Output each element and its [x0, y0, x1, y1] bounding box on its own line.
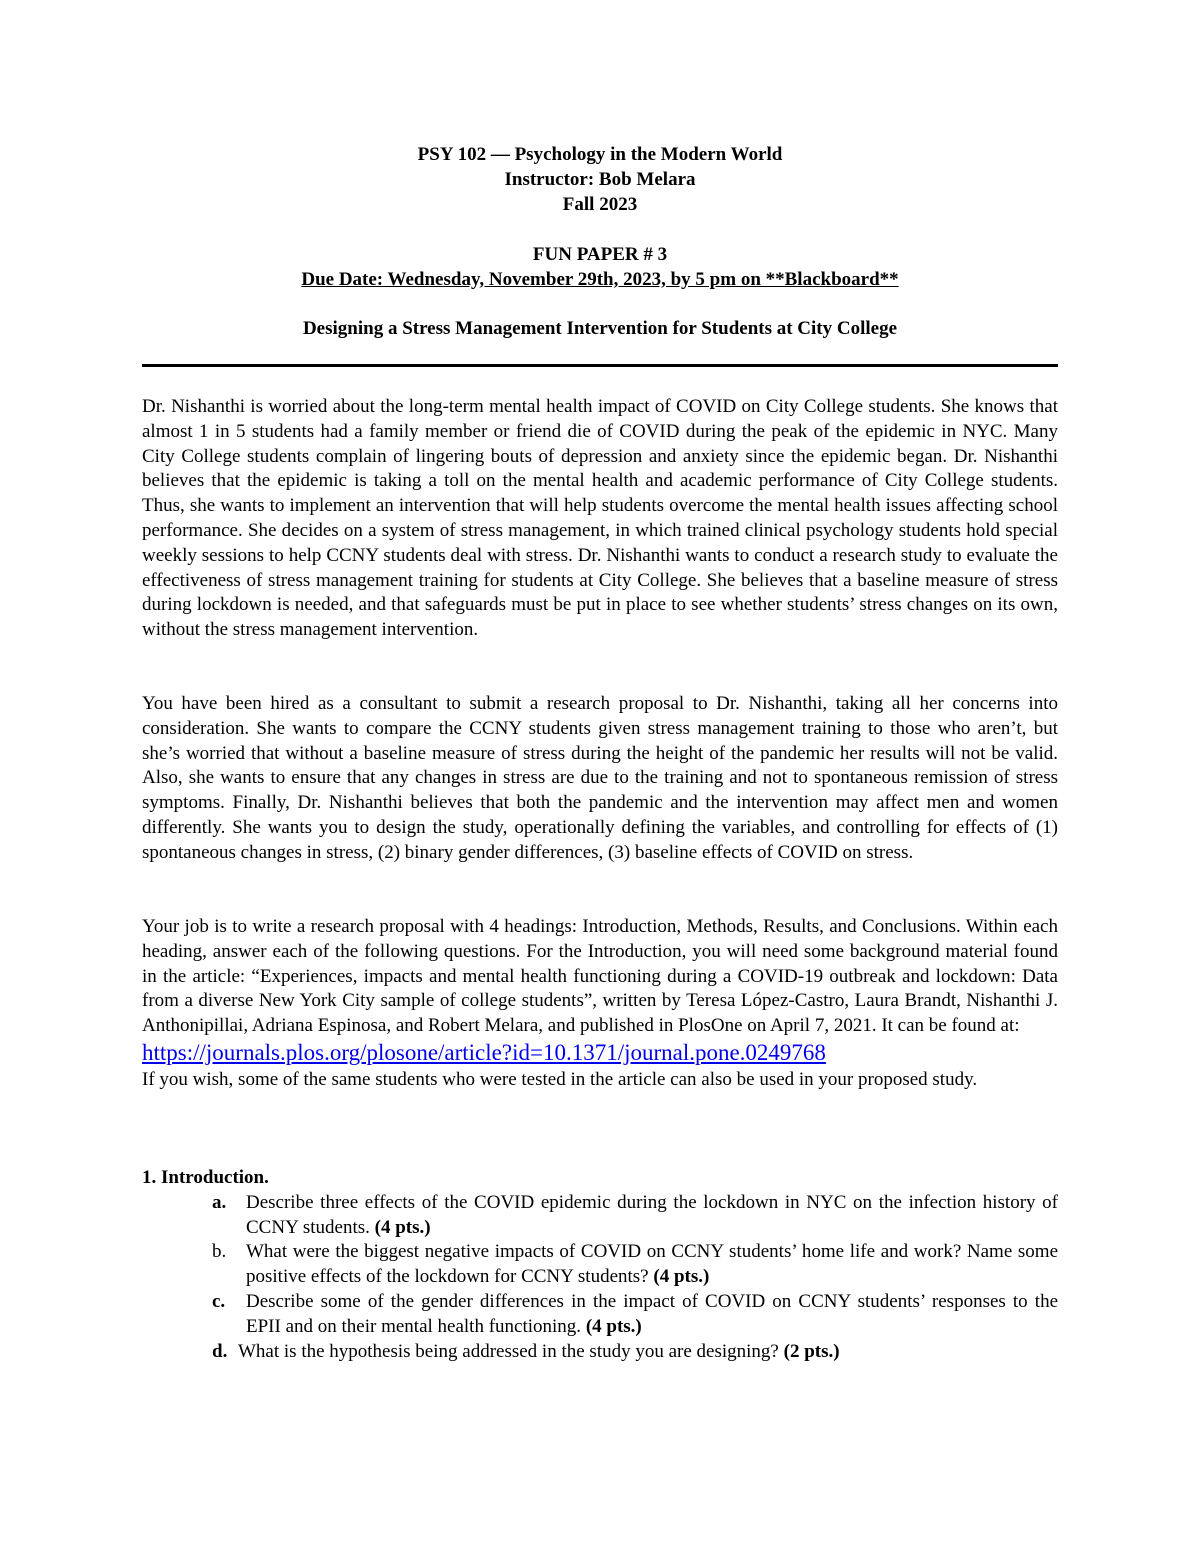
list-item	[142, 1290, 1058, 1340]
assignment-title: Designing a Stress Management Intervention for Students at City College	[302, 318, 898, 339]
item-points: (4 pts.)	[653, 1266, 710, 1288]
term-line: Fall 2023	[562, 194, 638, 215]
due-date: Due Date: Wednesday, November 29th, 2023, by 5 pm on **Blackboard**	[301, 269, 899, 290]
course-title: PSY 102 — Psychology in the Modern World	[417, 144, 783, 165]
paragraph-2	[142, 692, 1058, 866]
item-text: What were the biggest negative impacts of COVID on CCNY students’ home life and work? Name some positive effects of the lockdown for CCNY students?	[246, 1241, 1058, 1288]
item-points: (4 pts.)	[374, 1216, 431, 1238]
item-text: What is the hypothesis being addressed in the study you are designing?	[238, 1340, 779, 1362]
paragraph-text: If you wish, some of the same students who were tested in the article can also be used in your proposed study.	[142, 1068, 978, 1090]
list-item	[142, 1240, 1058, 1290]
paragraph-text: You have been hired as a consultant to submit a research proposal to Dr. Nishanthi, taking all her concerns into consideration. She wants to compare the CCNY students given stress management training to those who aren’t, but she’s worried that without a baseline measure of stress during the height of the pandemic her results will not be valid. Also, she wants to ensure that any changes in stress are due to the training and not to spontaneous remission of stress symptoms. Finally, Dr. Nishanthi believes that both the pandemic and the intervention may affect men and women differently. She wants you to design the study, operationally defining the variables, and controlling for effects of (1) spontaneous changes in stress, (2) binary gender differences, (3) baseline effects of COVID on stress.	[142, 693, 1058, 863]
item-text: Describe three effects of the COVID epidemic during the lockdown in NYC on the infection history of CCNY students.	[246, 1191, 1058, 1238]
list-item	[142, 1340, 1058, 1365]
item-letter: a.	[212, 1191, 227, 1213]
item-points: (2 pts.)	[783, 1340, 840, 1362]
paragraph-text: Dr. Nishanthi is worried about the long-term mental health impact of COVID on City College students. She knows that almost 1 in 5 students had a family member or friend die of COVID during the peak of the epidemic in NYC. Many City College students complain of lingering bouts of depression and anxiety since the epidemic began. Dr. Nishanthi believes that the epidemic is taking a toll on the mental health and academic performance of City College students. Thus, she wants to implement an intervention that will help students overcome the mental health issues affecting school performance. She decides on a system of stress management, in which trained clinical psychology students hold special weekly sessions to help CCNY students deal with stress. Dr. Nishanthi wants to conduct a research study to evaluate the effectiveness of stress management training for students at City College. She believes that a baseline measure of stress during lockdown is needed, and that safeguards must be put in place to see whether students’ stress changes on its own, without the stress management intervention.	[142, 396, 1058, 641]
horizontal-divider	[142, 364, 1058, 367]
item-letter: c.	[212, 1290, 226, 1312]
paragraph-1	[142, 395, 1058, 643]
list-item	[142, 1191, 1058, 1241]
introduction-section	[142, 1166, 1058, 1364]
paragraph-text: Your job is to write a research proposal with 4 headings: Introduction, Methods, Results, and Conclusions. Within each heading, answer each of the following questions. For the Introduction, you will need some background material found in the article: “Experiences, impacts and mental health functioning during a COVID-19 outbreak and lockdown: Data from a diverse New York City sample of college students”, written by Teresa López-Castro, Laura Brandt, Nishanthi J. Anthonipillai, Adriana Espinosa, and Robert Melara, and published in PlosOne on April 7, 2021. It can be found at:	[142, 916, 1058, 1037]
paragraph-3	[142, 915, 1058, 1093]
item-letter: d.	[212, 1340, 228, 1362]
item-text: Describe some of the gender differences in the impact of COVID on CCNY students’ responses to the EPII and on their mental health functioning.	[246, 1290, 1058, 1337]
section-heading: 1. Introduction.	[142, 1167, 269, 1188]
paper-number: FUN PAPER # 3	[532, 244, 668, 265]
item-letter: b.	[212, 1241, 227, 1263]
article-link[interactable]: https://journals.plos.org/plosone/article?id=10.1371/journal.pone.0249768	[142, 1039, 826, 1065]
item-points: (4 pts.)	[585, 1315, 642, 1337]
instructor-line: Instructor: Bob Melara	[504, 169, 696, 190]
